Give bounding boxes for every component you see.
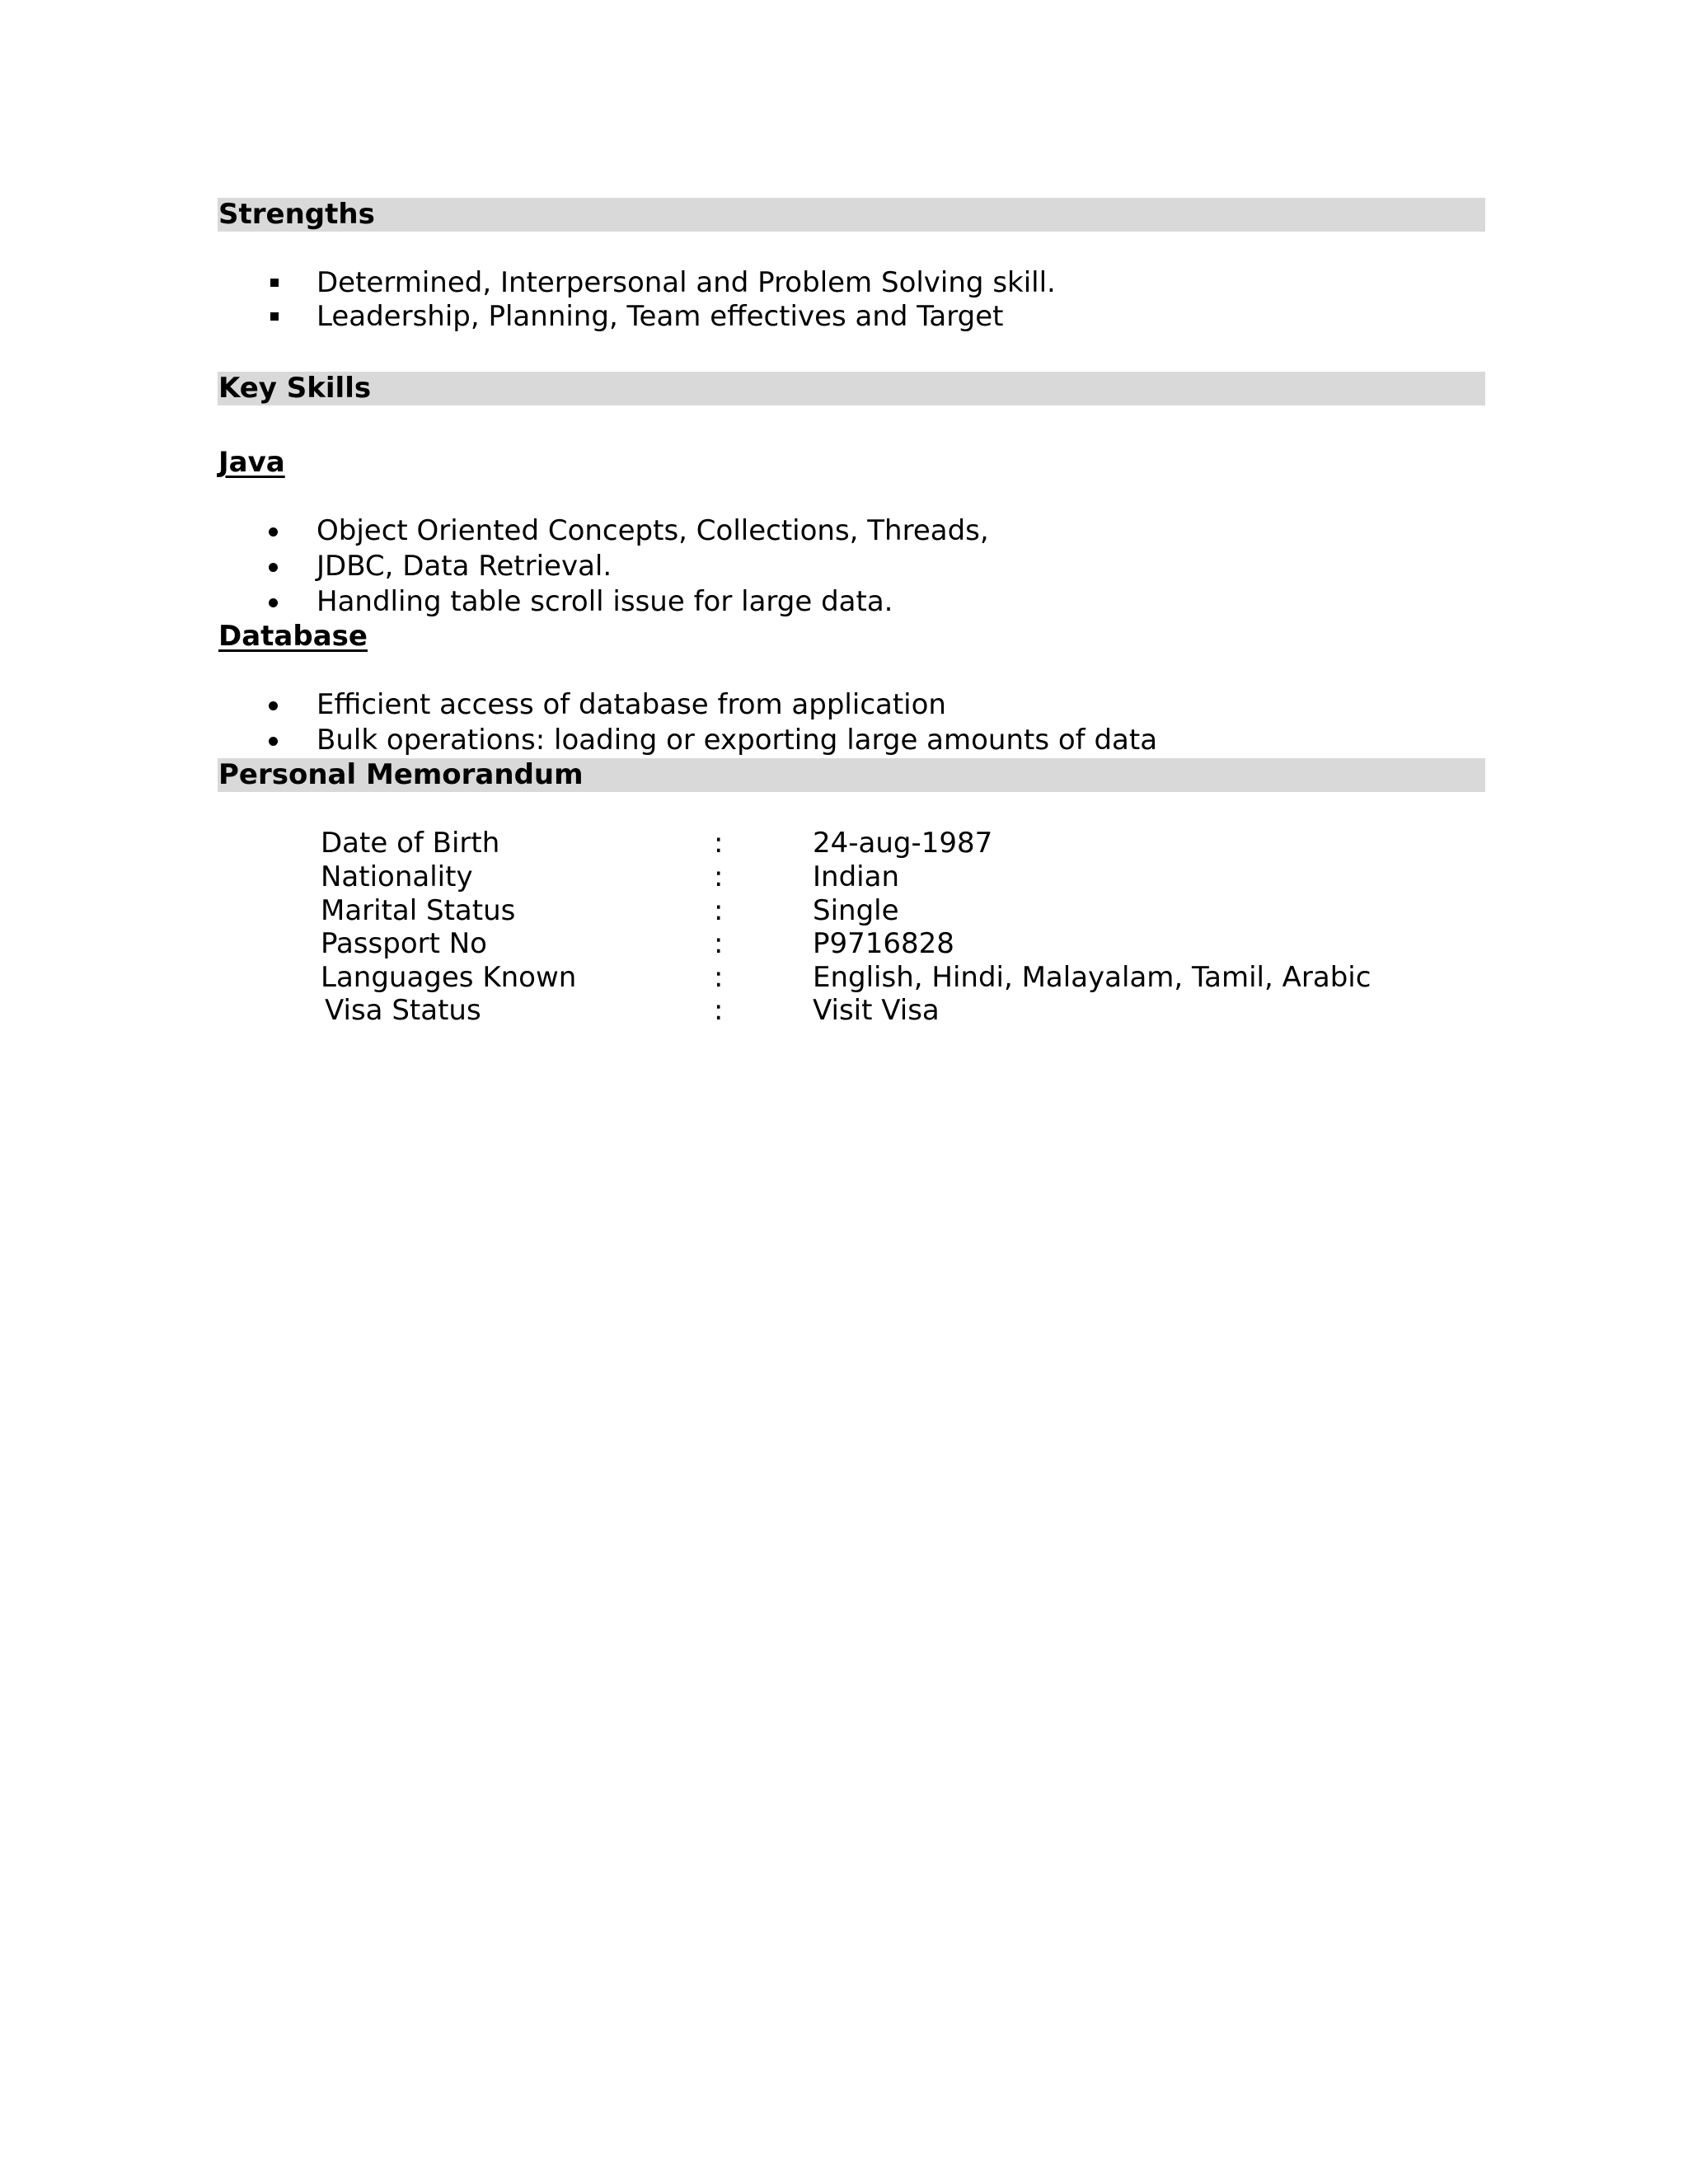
languages-label: Languages Known <box>321 961 577 994</box>
java-skill-item: Object Oriented Concepts, Collections, Threads, <box>316 514 989 547</box>
passport-value: P9716828 <box>813 927 954 960</box>
database-skill-item: Bulk operations: loading or exporting large amounts of data <box>316 724 1158 757</box>
strengths-header-bar <box>218 198 1485 232</box>
visa-status-label: Visa Status <box>325 994 481 1027</box>
row-separator: : <box>714 860 724 893</box>
row-separator: : <box>714 927 724 960</box>
round-bullet-icon <box>269 701 278 710</box>
round-bullet-icon <box>269 563 278 572</box>
key-skills-header-bar <box>218 372 1485 405</box>
languages-value: English, Hindi, Malayalam, Tamil, Arabic <box>813 961 1372 994</box>
row-separator: : <box>714 827 724 860</box>
row-separator: : <box>714 894 724 927</box>
database-skill-item: Efficient access of database from application <box>316 688 946 721</box>
round-bullet-icon <box>269 598 278 607</box>
square-bullet-icon <box>270 312 279 321</box>
row-separator: : <box>714 994 724 1027</box>
round-bullet-icon <box>269 527 278 537</box>
strengths-item: Leadership, Planning, Team effectives and Target <box>316 300 1004 333</box>
database-subheading: Database <box>218 620 368 653</box>
round-bullet-icon <box>269 737 278 746</box>
row-separator: : <box>714 961 724 994</box>
personal-title: Personal Memorandum <box>218 758 584 791</box>
strengths-item: Determined, Interpersonal and Problem Solving skill. <box>316 266 1056 299</box>
passport-label: Passport No <box>321 927 487 960</box>
marital-status-value: Single <box>813 894 899 927</box>
java-subheading: Java <box>218 446 285 479</box>
square-bullet-icon <box>270 279 279 287</box>
key-skills-title: Key Skills <box>218 372 372 405</box>
java-skill-item: Handling table scroll issue for large data. <box>316 585 893 618</box>
marital-status-label: Marital Status <box>321 894 516 927</box>
nationality-value: Indian <box>813 860 899 893</box>
strengths-title: Strengths <box>218 198 375 231</box>
nationality-label: Nationality <box>321 860 473 893</box>
visa-status-value: Visit Visa <box>813 994 940 1027</box>
dob-value: 24-aug-1987 <box>813 827 993 860</box>
dob-label: Date of Birth <box>321 827 500 860</box>
java-skill-item: JDBC, Data Retrieval. <box>316 550 612 583</box>
